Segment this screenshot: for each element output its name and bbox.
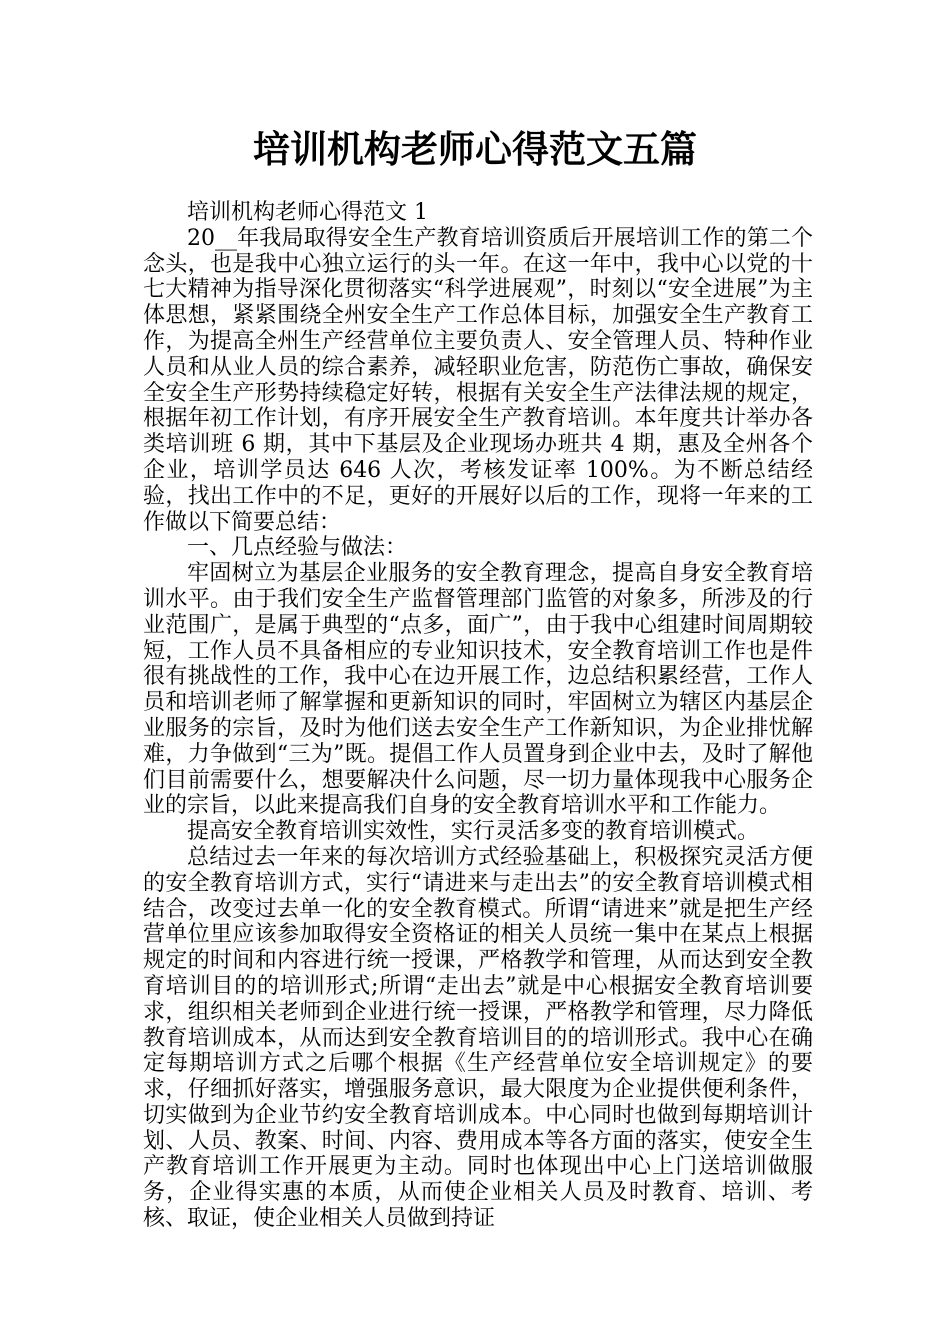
document-title: 培训机构老师心得范文五篇: [253, 128, 697, 171]
body-paragraph: 提高安全教育培训实效性，实行灵活多变的教育培训模式。: [187, 819, 760, 845]
document-body: [143, 200, 813, 1232]
body-paragraph: 总结过去一年来的每次培训方式经验基础上，积极探究灵活方便的安全教育培训方式，实行“请进来与走出去”的安全教育培训模式相结合，改变过去单一化的安全教育模式。所谓“请进来”就是把生产经营单位里应该参加取得安全资格证的相关人员统一集中在某点上根据规定的时间和内容进行统一授课，严格教学和管理，从而达到安全教育培训目的的培训形式;所谓“走出去”就是中心根据安全教育培训要求，组织相关老师到企业进行统一授课，严格教学和管理，尽力降低教育培训成本，从而达到安全教育培训目的的培训形式。我中心在确定每期培训方式之后哪个根据《生产经营单位安全培训规定》的要求，仔细抓好落实，增强服务意识，最大限度为企业提供便利条件，切实做到为企业节约安全教育培训成本。中心同时也做到每期培训计划、人员、教案、时间、内容、费用成本等各方面的落实，使安全生产教育培训工作开展更为主动。同时也体现出中心上门送培训做服务，企业得实惠的本质，从而使企业相关人员及时教育、培训、考核、取证，使企业相关人员做到持证: [143, 844, 813, 1232]
section-heading: 培训机构老师心得范文 1: [187, 200, 428, 225]
body-paragraph: 20__年我局取得安全生产教育培训资质后开展培训工作的第二个念头，也是我中心独立运行的头一年。在这一年中，我中心以党的十七大精神为指导深化贯彻落实“科学进展观”，时刻以“安全进展”为主体思想，紧紧围绕全州安全生产工作总体目标，加强安全生产教育工作，为提高全州生产经营单位主要负责人、安全管理人员、特种作业人员和从业人员的综合素养，减轻职业危害，防范伤亡事故，确保安全安全生产形势持续稳定好转，根据有关安全生产法律法规的规定，根据年初工作计划，有序开展安全生产教育培训。本年度共计举办各类培训班 6 期，其中下基层及企业现场办班共 4 期，惠及全州各个企业，培训学员达 646 人次，考核发证率 100%。为不断总结经验，找出工作中的不足，更好的开展好以后的工作，现将一年来的工作做以下简要总结：: [143, 225, 813, 535]
subsection-heading: 一、几点经验与做法：: [187, 535, 408, 561]
body-paragraph: 牢固树立为基层企业服务的安全教育理念，提高自身安全教育培训水平。由于我们安全生产监督管理部门监管的对象多，所涉及的行业范围广，是属于典型的“点多，面广”，由于我中心组建时间周期较短，工作人员不具备相应的专业知识技术，安全教育培训工作也是件很有挑战性的工作，我中心在边开展工作，边总结积累经营，工作人员和培训老师了解掌握和更新知识的同时，牢固树立为辖区内基层企业服务的宗旨，及时为他们送去安全生产工作新知识，为企业排忧解难，力争做到“三为”既。提倡工作人员置身到企业中去，及时了解他们目前需要什么，想要解决什么问题，尽一切力量体现我中心服务企业的宗旨，以此来提高我们自身的安全教育培训水平和工作能力。: [143, 561, 813, 819]
